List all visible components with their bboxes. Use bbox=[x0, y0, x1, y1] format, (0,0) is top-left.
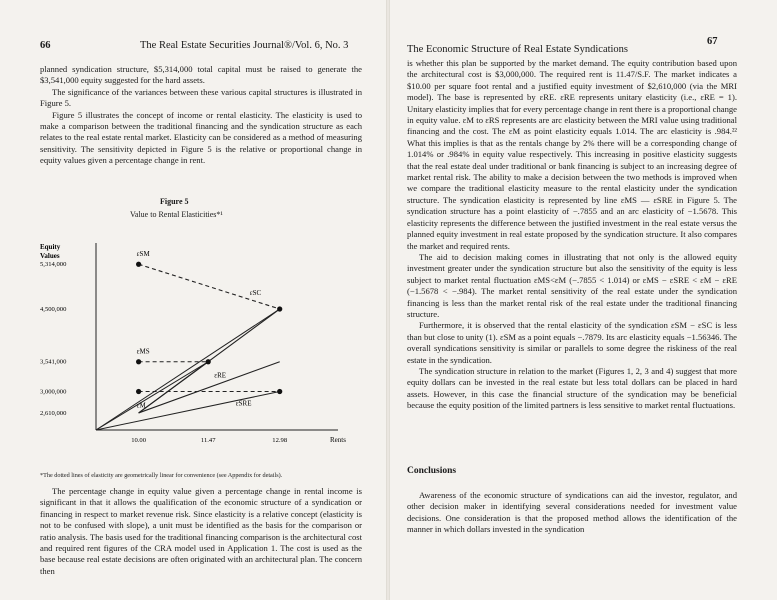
left-paragraph: The significance of the variances between these various capital structures is illustrated in Figure 5. bbox=[40, 86, 362, 109]
left-paragraph: Figure 5 illustrates the concept of income or rental elasticity. The elasticity is used to make a comparison between the traditional financing and the syndication structure as each relates to the real estate rental market. Elasticity can be considered as a method of measuring sensitivity. The sensitivity depicted in Figure 5 is the relative or proportional change in equity values given a percentage change in rent. bbox=[40, 109, 362, 166]
series-label: εRE bbox=[214, 371, 227, 380]
y-tick-label: 4,500,000 bbox=[40, 306, 67, 313]
fan-line bbox=[96, 309, 280, 430]
elasticity-chart bbox=[0, 225, 388, 465]
right-running-head: The Economic Structure of Real Estate Syndications bbox=[407, 44, 629, 55]
right-body-text bbox=[407, 58, 737, 412]
fan-line bbox=[96, 362, 208, 430]
right-paragraph: Furthermore, it is observed that the rental elasticity of the syndication εSM − εSC is less than but close to unity (1). εSM as a point equals −.7879. Its arc elasticity equals −1.56346. The overall syndications sensitivity is similar or parallels to some degree the riskiness of the real estate in the syndication. bbox=[407, 320, 737, 365]
y-tick-label: 5,314,000 bbox=[40, 261, 67, 269]
right-paragraph: is whether this plan be supported by the market demand. The equity contribution based upon the architectural cost is $3,000,000. The required rent is 11.47/S.F. The market indicates a $10.00 per square foot rental and a justified equity investment of $2,610,000 (via the MRI model). The base is represented by εRE. εRE represents unitary elasticity (i.e., εRE = 1). Unitary elasticity implies that for every percentage change in rent there is a proportional change in equity value. εM to εRS represents are arc elasticity between the MRI value using traditional financing and the cost. The εM as point elasticity equals 1.014. The arc elasticity is .984.²² What this implies is that as the rentals change by 2% there will be a corresponding change of 1.014% or .984% in equity value respectively. This increasing in positive elasticity suggests that the real estate deal under traditional or bank financing is subject to an increasing degree of market rental risk. The ability to make a decision between the two methods is improved when we compare the traditional elasticity measure to the rental elasticity under the syndication structure. The syndication elasticity is represented by line εMS — εSRE in Figure 5. The syndication structure has a point elasticity of −.7855 and an arc elasticity of −1.5678. This elasticity represents the difference between the justified investment in the real estate versus the planned equity investment in real estate proposed by the syndication structure. It also compares the market and required rents. bbox=[407, 58, 737, 251]
left-paragraph: planned syndication structure, $5,314,000 total capital must be raised to generate the $3,541,000 equity suggested for the hard assets. bbox=[40, 64, 362, 86]
conclusions-heading: Conclusions bbox=[407, 466, 457, 476]
data-point bbox=[277, 389, 282, 394]
x-axis-label: Rents bbox=[330, 436, 346, 444]
data-point bbox=[206, 359, 211, 364]
x-tick-label: 11.47 bbox=[200, 437, 216, 444]
right-page-number: 67 bbox=[707, 36, 718, 47]
series-label: εSC bbox=[249, 289, 262, 297]
series-line bbox=[136, 362, 209, 413]
left-page bbox=[0, 0, 388, 600]
data-point bbox=[136, 389, 141, 394]
series-line bbox=[139, 264, 280, 309]
figure-footnote: *The dotted lines of elasticity are geometrically linear for convenience (see Appendix for details). bbox=[40, 472, 283, 479]
y-tick-label: 2,610,000 bbox=[40, 409, 67, 417]
left-body-text bbox=[40, 64, 362, 167]
y-axis-label: Values bbox=[40, 252, 60, 260]
left-bottom-text bbox=[40, 486, 362, 577]
series-line bbox=[136, 362, 280, 413]
right-page bbox=[389, 0, 777, 600]
series-label: εMS bbox=[136, 347, 150, 356]
series-label: εSM bbox=[136, 250, 150, 259]
x-tick-label: 10.00 bbox=[131, 437, 147, 444]
conclusion-text bbox=[407, 490, 737, 536]
y-tick-label: 3,000,000 bbox=[40, 388, 67, 396]
left-running-head: The Real Estate Securities Journal®/Vol. 6, No. 3 bbox=[140, 40, 349, 51]
left-bottom-paragraph: The percentage change in equity value given a percentage change in rental income is significant in that it allows the qualification of the economic structure of a syndication or financing in respect to market revenue risk. Since elasticity is a relative concept (elasticity is not to be confused with slope), a unit must be identified as the basis for the comparison or ratio analysis. The basis used for the traditional financing comparison is the architectural cost and required rent figures of the CRA model used in Application 1. The cost is used as the base because real estate decisions are often originated with an architectural plan. The concern then bbox=[40, 486, 362, 576]
y-axis-label: Equity bbox=[40, 243, 61, 251]
x-tick-label: 12.98 bbox=[272, 437, 288, 444]
series-label: εM bbox=[136, 401, 146, 410]
right-paragraph: The aid to decision making comes in illustrating that not only is the allowed equity investment greater under the syndication structure but also the sensitivity of the equity is less subject to market rental fluctuation εMS<εM (−.7855 < 1.014) or εMS − εSRE < εM − εRE (−1.5678 < −.984). The market rental sensitivity of the real estate under the syndication financing is less than the market rental risk of the real estate under the traditional financing structure. bbox=[407, 251, 737, 319]
fan-line bbox=[96, 392, 280, 431]
right-paragraph: The syndication structure in relation to the market (Figures 1, 2, 3 and 4) suggest that more equity dollars can be invested in the real estate but less total dollars can be placed in hard assets. However, in this case the financial structure of the syndication may be beneficial because the equity position of the limited partners is less sensitive to market rental fluctuations. bbox=[407, 365, 737, 411]
data-point bbox=[136, 262, 141, 267]
series-label: εSRE bbox=[235, 399, 252, 408]
y-tick-label: 3,541,000 bbox=[40, 358, 67, 366]
left-page-number: 66 bbox=[40, 40, 51, 51]
data-point bbox=[136, 359, 141, 364]
data-point bbox=[277, 306, 282, 311]
figure-label: Figure 5 bbox=[160, 197, 189, 206]
figure-title: Value to Rental Elasticities*¹ bbox=[130, 210, 223, 219]
conclusion-paragraph: Awareness of the economic structure of syndications can aid the investor, regulator, and other decision maker in identifying several considerations needed for investment value decisions. One consideration is that the proposed method allows the identification of the manner in which dollars invested in the syndication bbox=[407, 490, 737, 535]
